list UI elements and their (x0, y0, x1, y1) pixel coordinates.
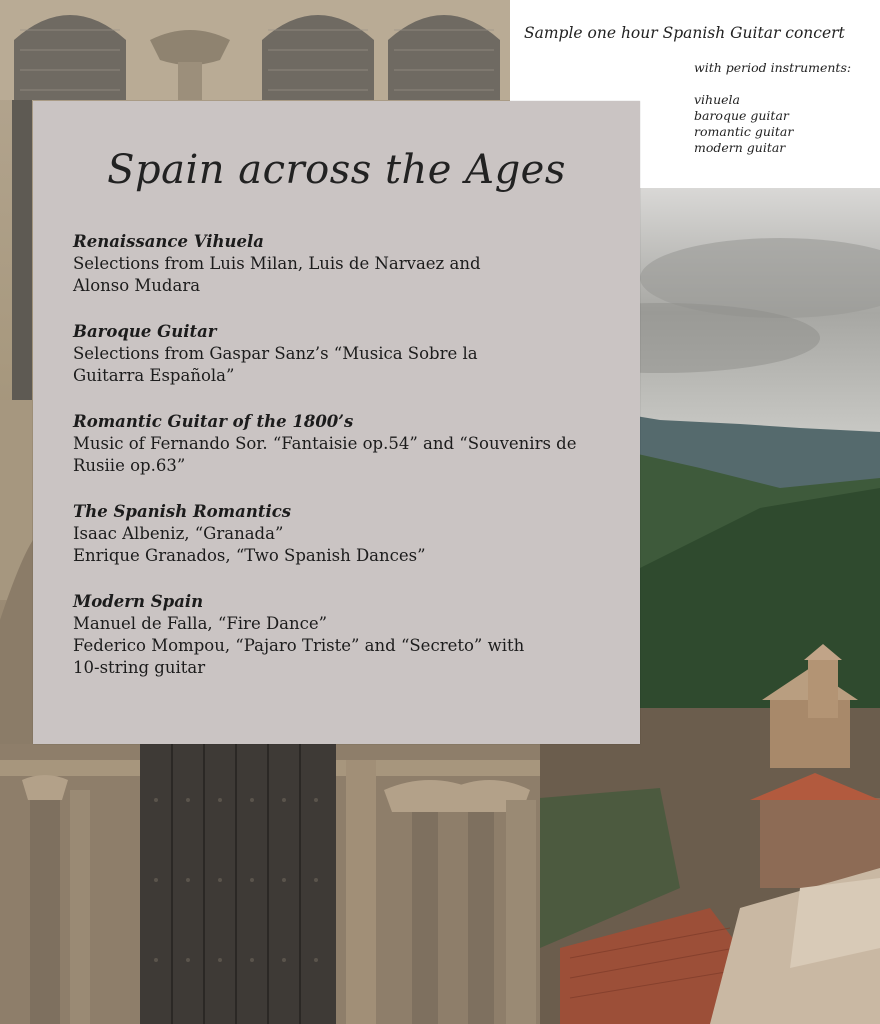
section-line: Selections from Luis Milan, Luis de Narvaez and (73, 254, 481, 273)
section-title: Modern Spain (73, 592, 204, 611)
section-line: Enrique Granados, “Two Spanish Dances” (73, 546, 426, 565)
section-title: The Spanish Romantics (73, 502, 292, 521)
section-line: Manuel de Falla, “Fire Dance” (73, 614, 328, 633)
section-line: Alonso Mudara (73, 276, 201, 295)
program-section (73, 501, 623, 567)
info-subtitle: with period instruments: (694, 60, 852, 75)
instrument-item: vihuela (694, 92, 741, 107)
instrument-list (694, 92, 793, 156)
section-line: Guitarra Española” (73, 366, 235, 385)
section-title: Romantic Guitar of the 1800’s (73, 412, 354, 431)
section-line: 10-string guitar (73, 658, 206, 677)
section-line: Federico Mompou, “Pajaro Triste” and “Secreto” with (73, 636, 525, 655)
instrument-item: romantic guitar (694, 124, 794, 139)
section-line: Selections from Gaspar Sanz’s “Musica Sobre la (73, 344, 478, 363)
section-line: Music of Fernando Sor. “Fantaisie op.54” and “Souvenirs de (73, 434, 577, 453)
program-section (73, 231, 623, 297)
instrument-item: baroque guitar (694, 108, 789, 123)
instrument-item: modern guitar (694, 140, 786, 155)
program-section (73, 321, 623, 387)
program-title: Spain across the Ages (107, 147, 566, 193)
program-list (73, 231, 623, 703)
section-line: Isaac Albeniz, “Granada” (73, 524, 284, 543)
info-title: Sample one hour Spanish Guitar concert (524, 24, 845, 42)
program-panel (33, 101, 640, 744)
program-section (73, 591, 623, 679)
section-title: Renaissance Vihuela (73, 232, 264, 251)
section-title: Baroque Guitar (73, 322, 217, 341)
program-section (73, 411, 623, 477)
section-line: Rusiie op.63” (73, 456, 186, 475)
